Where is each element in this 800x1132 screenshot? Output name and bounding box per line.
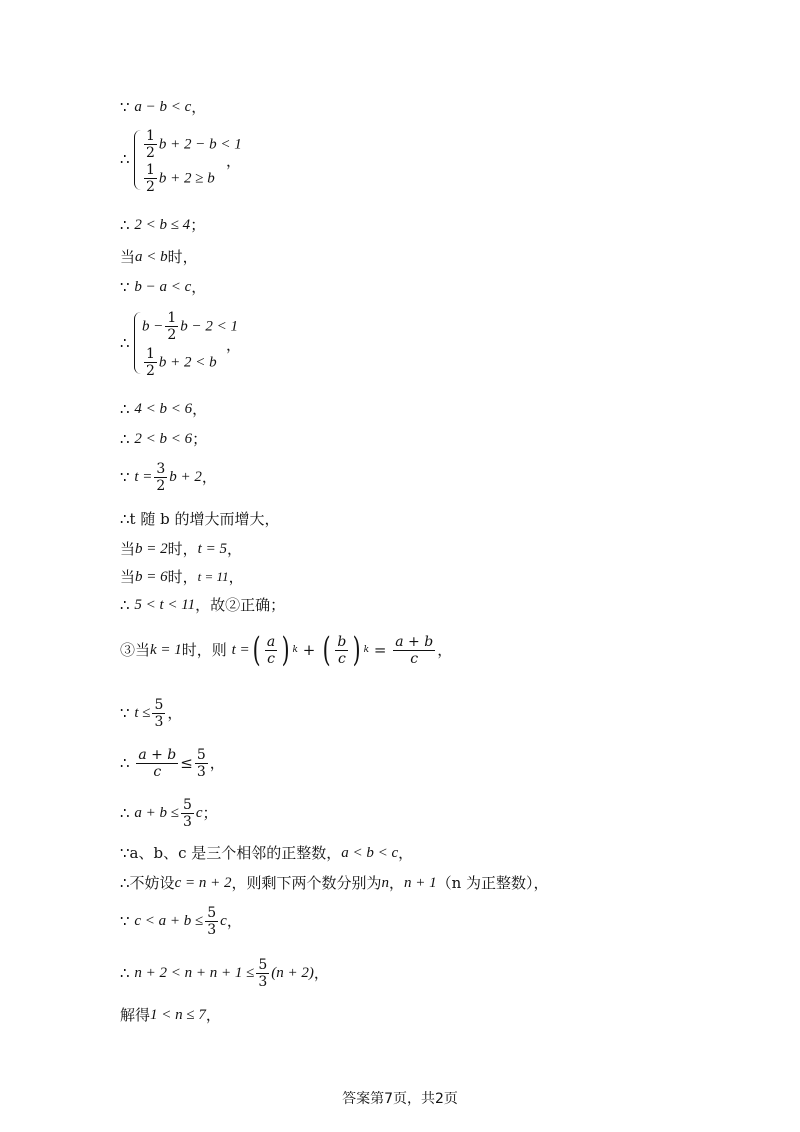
line-13: ∵ t ≤ $\frac{5}{3}$ ，: [120, 696, 183, 730]
line-8: ∴t 随 b 的增大而增大，: [120, 510, 280, 528]
system-2-row-1: b − $\frac{1}{2}$ b − 2 < 1: [142, 310, 239, 343]
page-footer: 答案第7页，共2页: [342, 1091, 458, 1107]
line-17: ∴不妨设c = n + 2，则剩下两个数分别为n，n + 1（n 为正整数），: [120, 874, 549, 892]
line-11: ∴ 5 < t < 11，故②正确；: [120, 596, 286, 614]
line-18: ∵ c < a + b ≤ $\frac{5}{3}$ c，: [120, 904, 242, 938]
line-3: 当a < b时，: [120, 248, 198, 266]
line-10: 当b = 6时，t = 11，: [120, 568, 244, 586]
line-16: ∵a、b、c 是三个相邻的正整数，a < b < c，: [120, 844, 414, 862]
inequality-system-2: ∴ b − $\frac{1}{2}$ b − 2 < 1 $\frac{1}{2}$ b + 2 < b ，: [120, 310, 242, 379]
line-7: ∵ t = $\frac{3}{2}$ b + 2，: [120, 460, 217, 494]
paren-close: ): [353, 630, 361, 670]
line-9: 当b = 2时，t = 5，: [120, 540, 242, 558]
line-15: ∴ a + b ≤ $\frac{5}{3}$ c；: [120, 796, 218, 830]
system-1-row-2: $\frac{1}{2}$ b + 2 ≥ b: [146, 162, 215, 195]
line-12: ③当k = 1时，则 t =( $\frac{a}{c}$ ) k + ( $\frac{b}{c}$ ) k = $\frac{a + b}{c}$ ，: [120, 630, 453, 670]
paren-open: (: [252, 630, 261, 670]
line-1: ∵ a − b < c，: [120, 98, 207, 116]
line-14: ∴ $\frac{a + b}{c}$ ≤ $\frac{5}{3}$ ，: [120, 746, 225, 780]
line-2: ∴ 2 < b ≤ 4；: [120, 216, 206, 234]
line-6: ∴ 2 < b < 6；: [120, 430, 208, 448]
paren-open: (: [322, 630, 331, 670]
system-1-row-1: $\frac{1}{2}$ b + 2 − b < 1: [146, 128, 242, 161]
line-20: 解得1 < n ≤ 7，: [120, 1006, 221, 1024]
system-2-row-2: $\frac{1}{2}$ b + 2 < b: [146, 346, 217, 379]
paren-close: ): [281, 630, 290, 670]
line-5: ∴ 4 < b < 6，: [120, 400, 208, 418]
line-4: ∵ b − a < c，: [120, 278, 207, 296]
inequality-system-1: ∴ $\frac{1}{2}$ b + 2 − b < 1 $\frac{1}{2}$ b + 2 ≥ b ，: [120, 128, 242, 195]
line-19: ∴ n + 2 < n + n + 1 ≤ $\frac{5}{3}$ (n + 2)，: [120, 956, 329, 990]
